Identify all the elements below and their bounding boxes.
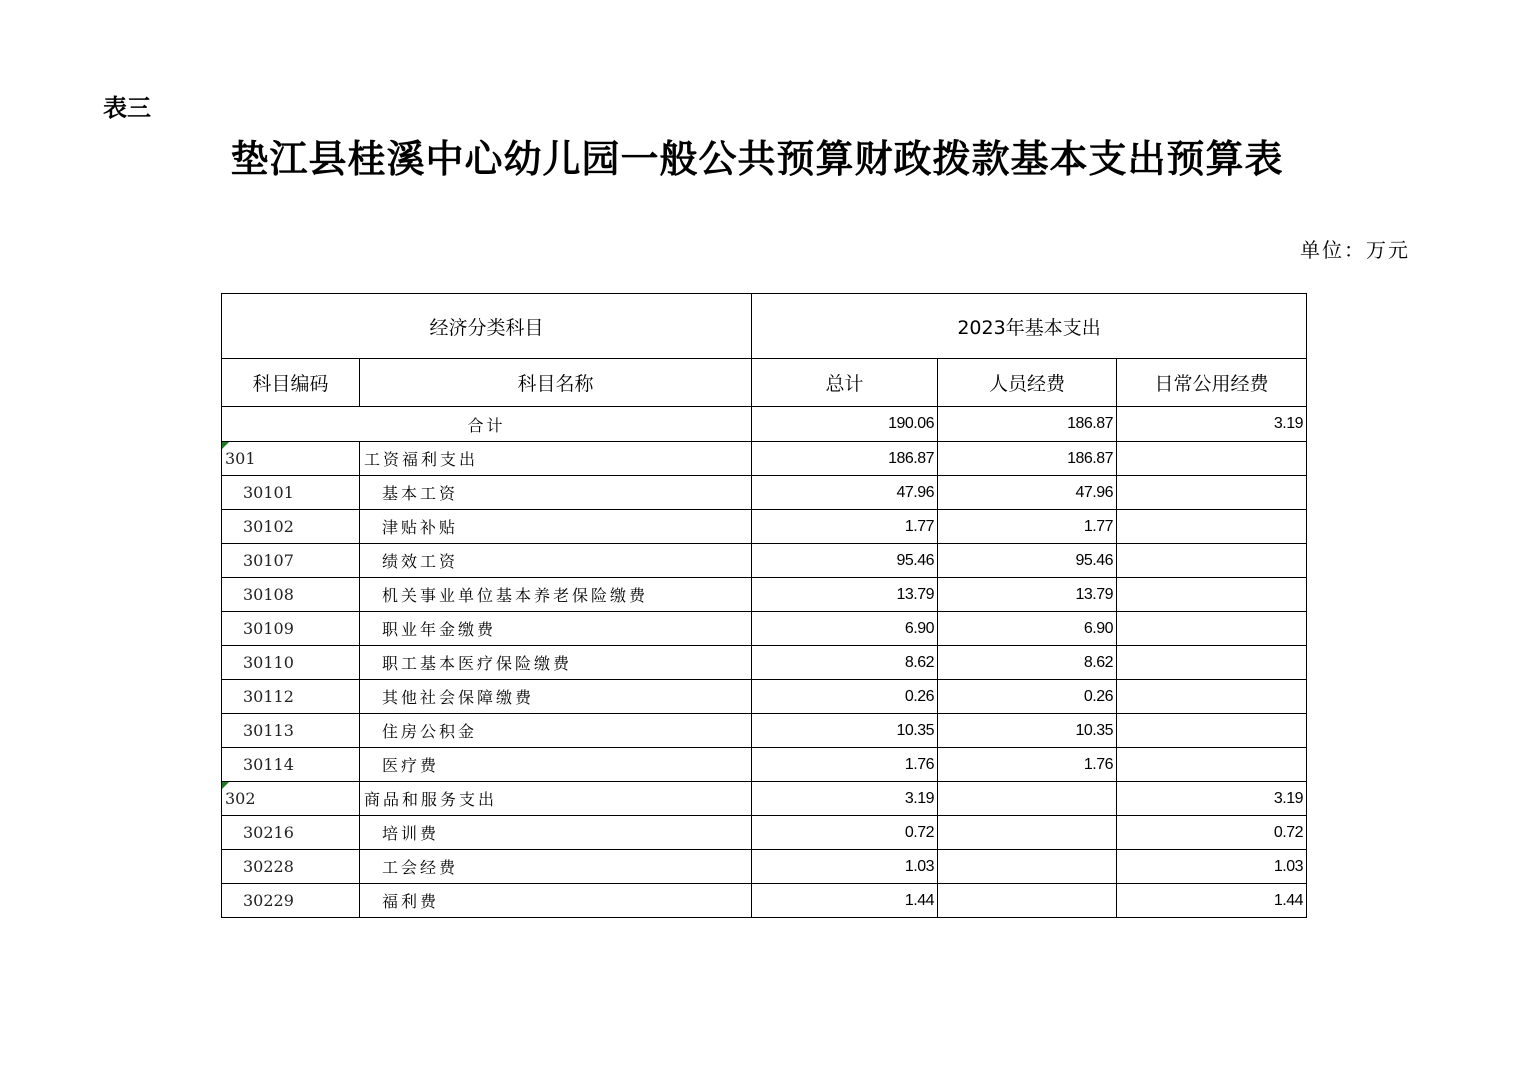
cell-name: 绩效工资 — [360, 544, 752, 578]
cell-note-marker — [222, 442, 229, 449]
cell-personnel: 6.90 — [938, 612, 1117, 646]
cell-code: 30107 — [222, 544, 360, 578]
budget-table-body — [222, 294, 1307, 918]
cell-total: 0.72 — [752, 816, 938, 850]
cell-total: 47.96 — [752, 476, 938, 510]
cell-name: 职工基本医疗保险缴费 — [360, 646, 752, 680]
cell-total: 13.79 — [752, 578, 938, 612]
cell-total: 3.19 — [752, 782, 938, 816]
table-label: 表三 — [103, 94, 151, 122]
cell-code: 30114 — [222, 748, 360, 782]
cell-public — [1117, 544, 1307, 578]
table-row — [222, 714, 1307, 748]
cell-total: 186.87 — [752, 442, 938, 476]
cell-public — [1117, 714, 1307, 748]
table-row — [222, 646, 1307, 680]
cell-personnel: 95.46 — [938, 544, 1117, 578]
page-title — [0, 128, 1520, 183]
cell-public: 3.19 — [1117, 782, 1307, 816]
table-row — [222, 578, 1307, 612]
header-code: 科目编码 — [222, 359, 360, 407]
total-public: 3.19 — [1117, 407, 1307, 442]
cell-code: 30102 — [222, 510, 360, 544]
cell-name: 工会经费 — [360, 850, 752, 884]
cell-name: 医疗费 — [360, 748, 752, 782]
cell-code: 30101 — [222, 476, 360, 510]
cell-public: 0.72 — [1117, 816, 1307, 850]
cell-public — [1117, 646, 1307, 680]
cell-public: 1.03 — [1117, 850, 1307, 884]
page-title-text: 垫江县桂溪中心幼儿园一般公共预算财政拨款基本支出预算表 — [230, 136, 1284, 181]
cell-name: 商品和服务支出 — [360, 782, 752, 816]
cell-public — [1117, 748, 1307, 782]
header-total: 总计 — [752, 359, 938, 407]
unit-label: 单位：万元 — [1300, 238, 1410, 262]
cell-code: 30216 — [222, 816, 360, 850]
header-economic-class: 经济分类科目 — [222, 294, 752, 359]
total-label: 合计 — [222, 407, 752, 442]
cell-personnel: 186.87 — [938, 442, 1117, 476]
cell-total: 8.62 — [752, 646, 938, 680]
table-row — [222, 476, 1307, 510]
table-row — [222, 680, 1307, 714]
cell-code: 30112 — [222, 680, 360, 714]
cell-public — [1117, 510, 1307, 544]
table-row — [222, 544, 1307, 578]
cell-name: 住房公积金 — [360, 714, 752, 748]
cell-total: 6.90 — [752, 612, 938, 646]
cell-name: 津贴补贴 — [360, 510, 752, 544]
cell-personnel: 0.26 — [938, 680, 1117, 714]
cell-name: 其他社会保障缴费 — [360, 680, 752, 714]
cell-name: 机关事业单位基本养老保险缴费 — [360, 578, 752, 612]
header-public: 日常公用经费 — [1117, 359, 1307, 407]
budget-table — [221, 293, 1307, 918]
table-row — [222, 884, 1307, 918]
cell-total: 95.46 — [752, 544, 938, 578]
cell-name: 福利费 — [360, 884, 752, 918]
table-row — [222, 510, 1307, 544]
cell-personnel: 1.77 — [938, 510, 1117, 544]
cell-personnel — [938, 850, 1117, 884]
cell-personnel: 10.35 — [938, 714, 1117, 748]
total-row — [222, 407, 1307, 442]
cell-code: 30228 — [222, 850, 360, 884]
table-row — [222, 850, 1307, 884]
header-row-columns — [222, 359, 1307, 407]
cell-public: 1.44 — [1117, 884, 1307, 918]
cell-total: 1.76 — [752, 748, 938, 782]
cell-code: 30113 — [222, 714, 360, 748]
cell-personnel — [938, 816, 1117, 850]
header-2023-basic-expense: 2023年基本支出 — [752, 294, 1307, 359]
table-row — [222, 442, 1307, 476]
cell-personnel: 13.79 — [938, 578, 1117, 612]
cell-personnel: 1.76 — [938, 748, 1117, 782]
cell-total: 1.03 — [752, 850, 938, 884]
cell-public — [1117, 442, 1307, 476]
table-row — [222, 782, 1307, 816]
header-personnel: 人员经费 — [938, 359, 1117, 407]
cell-personnel: 8.62 — [938, 646, 1117, 680]
cell-note-marker — [222, 782, 229, 789]
cell-personnel — [938, 782, 1117, 816]
cell-name: 工资福利支出 — [360, 442, 752, 476]
cell-name: 基本工资 — [360, 476, 752, 510]
table-row — [222, 612, 1307, 646]
header-row-group — [222, 294, 1307, 359]
cell-code: 30229 — [222, 884, 360, 918]
cell-public — [1117, 578, 1307, 612]
cell-code: 301 — [222, 442, 360, 476]
table-row — [222, 748, 1307, 782]
cell-personnel: 47.96 — [938, 476, 1117, 510]
total-total: 190.06 — [752, 407, 938, 442]
header-name: 科目名称 — [360, 359, 752, 407]
cell-total: 1.44 — [752, 884, 938, 918]
cell-public — [1117, 680, 1307, 714]
cell-total: 1.77 — [752, 510, 938, 544]
cell-code: 30108 — [222, 578, 360, 612]
cell-personnel — [938, 884, 1117, 918]
cell-total: 10.35 — [752, 714, 938, 748]
cell-code: 30109 — [222, 612, 360, 646]
cell-name: 培训费 — [360, 816, 752, 850]
cell-public — [1117, 476, 1307, 510]
cell-total: 0.26 — [752, 680, 938, 714]
cell-code: 302 — [222, 782, 360, 816]
cell-name: 职业年金缴费 — [360, 612, 752, 646]
cell-code: 30110 — [222, 646, 360, 680]
total-personnel: 186.87 — [938, 407, 1117, 442]
table-row — [222, 816, 1307, 850]
cell-public — [1117, 612, 1307, 646]
